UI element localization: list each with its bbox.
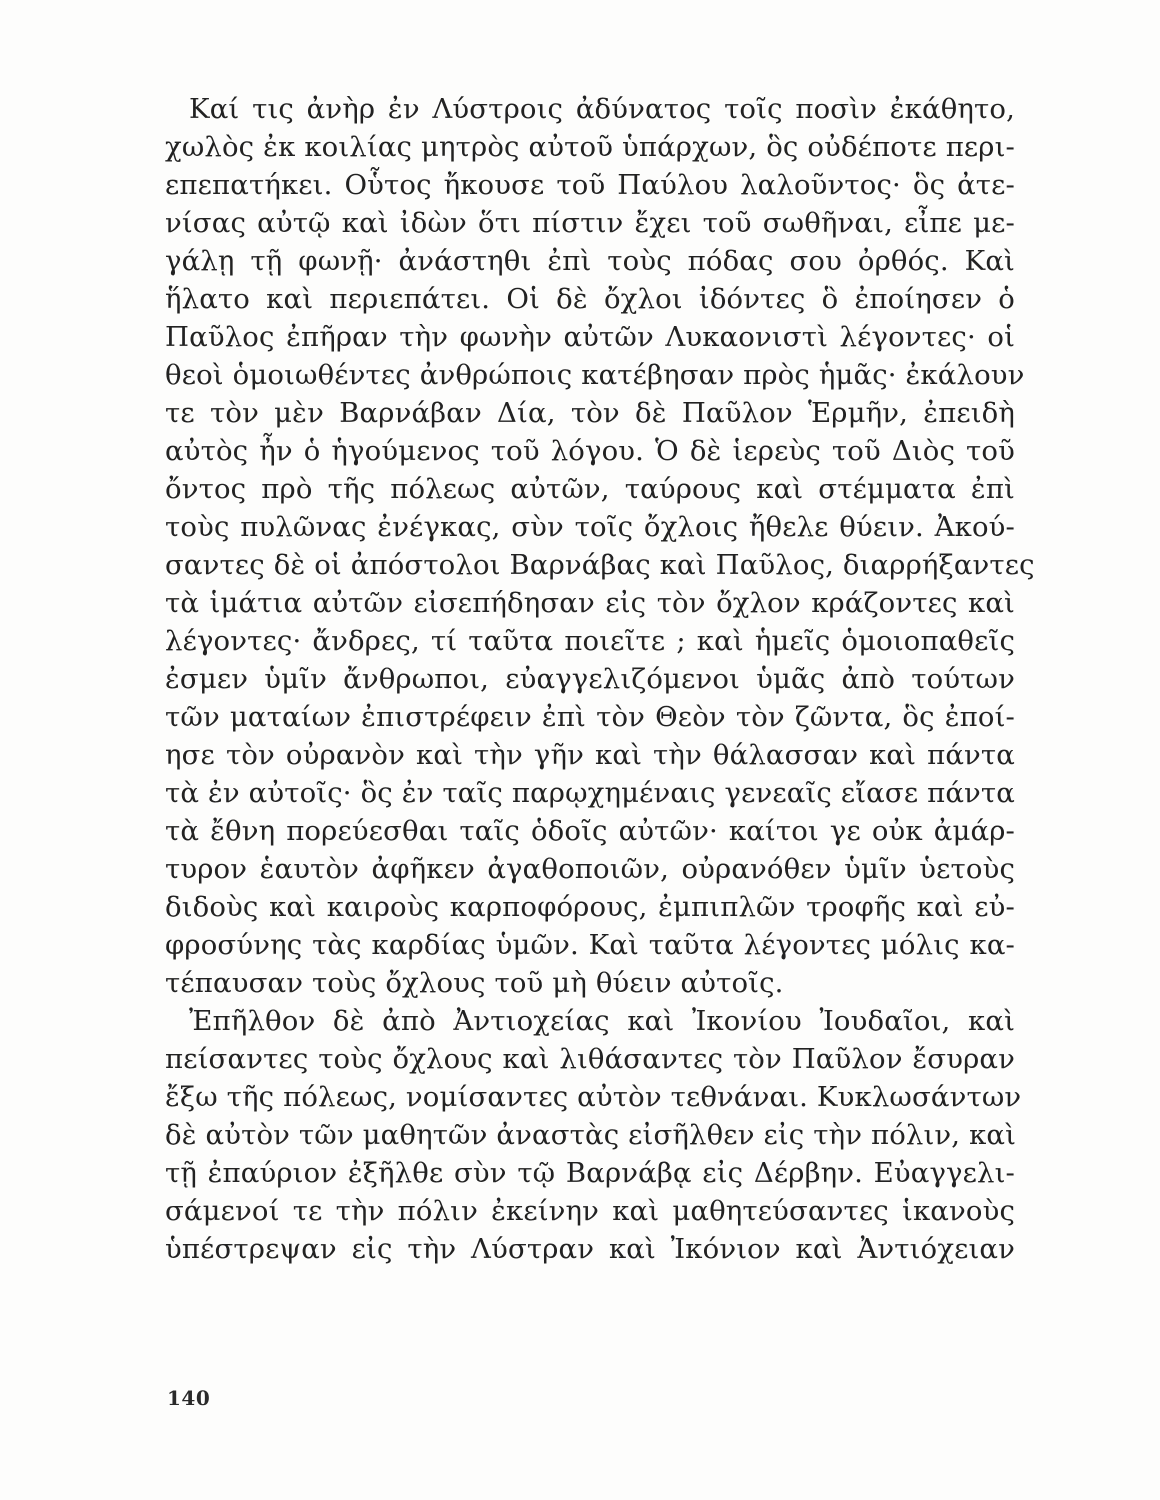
paragraph-2: [165, 1002, 1022, 1268]
text-line: σάμενοί τε τὴν πόλιν ἐκείνην καὶ μαθητεύσαντες ἱκανοὺς: [165, 1195, 1015, 1227]
text-line: λέγοντες· ἄνδρες, τί ταῦτα ποιεῖτε ; καὶ ἡμεῖς ὁμοιοπαθεῖς: [165, 625, 1015, 657]
text-line: πείσαντες τοὺς ὄχλους καὶ λιθάσαντες τὸν Παῦλον ἔσυραν: [165, 1043, 1015, 1075]
text-line: Καί τις ἀνὴρ ἐν Λύστροις ἀδύνατος τοῖς ποσὶν ἐκάθητο,: [189, 93, 1015, 125]
text-line: ὄντος πρὸ τῆς πόλεως αὐτῶν, ταύρους καὶ στέμματα ἐπὶ: [165, 473, 1015, 505]
text-line: επεπατήκει. Οὗτος ἤκουσε τοῦ Παύλου λαλοῦντος· ὃς ἀτε-: [165, 169, 1015, 201]
text-line: ἐσμεν ὑμῖν ἄνθρωποι, εὐαγγελιζόμενοι ὑμᾶς ἀπὸ τούτων: [165, 663, 1015, 695]
text-line: Ἐπῆλθον δὲ ἀπὸ Ἀντιοχείας καὶ Ἰκονίου Ἰουδαῖοι, καὶ: [189, 1005, 1015, 1037]
text-line: τε τὸν μὲν Βαρνάβαν Δία, τὸν δὲ Παῦλον Ἑρμῆν, ἐπειδὴ: [165, 397, 1015, 429]
text-line: νίσας αὐτῷ καὶ ἰδὼν ὅτι πίστιν ἔχει τοῦ σωθῆναι, εἶπε με-: [165, 207, 1015, 239]
text-line: ἔξω τῆς πόλεως, νομίσαντες αὐτὸν τεθνάναι. Κυκλωσάντων: [165, 1081, 1022, 1113]
text-line: τὰ ἐν αὐτοῖς· ὃς ἐν ταῖς παρῳχημέναις γενεαῖς εἴασε πάντα: [165, 777, 1015, 809]
text-line: ὑπέστρεψαν εἰς τὴν Λύστραν καὶ Ἰκόνιον καὶ Ἀντιόχειαν: [165, 1233, 1015, 1265]
paragraph-1: [165, 90, 1035, 1002]
text-line: ἥλατο καὶ περιεπάτει. Οἱ δὲ ὄχλοι ἰδόντες ὃ ἐποίησεν ὁ: [165, 283, 1015, 315]
text-line: σαντες δὲ οἱ ἀπόστολοι Βαρνάβας καὶ Παῦλος, διαρρήξαντες: [165, 549, 1035, 581]
text-line: Παῦλος ἐπῆραν τὴν φωνὴν αὐτῶν Λυκαονιστὶ λέγοντες· οἱ: [165, 321, 1015, 353]
text-line: φροσύνης τὰς καρδίας ὑμῶν. Καὶ ταῦτα λέγοντες μόλις κα-: [165, 929, 1015, 961]
text-line: τῇ ἐπαύριον ἐξῆλθε σὺν τῷ Βαρνάβᾳ εἰς Δέρβην. Εὐαγγελι-: [165, 1157, 1015, 1189]
text-line: δὲ αὐτὸν τῶν μαθητῶν ἀναστὰς εἰσῆλθεν εἰς τὴν πόλιν, καὶ: [165, 1119, 1017, 1151]
text-line: θεοὶ ὁμοιωθέντες ἀνθρώποις κατέβησαν πρὸς ἡμᾶς· ἐκάλουν: [165, 359, 1025, 391]
text-line: αὐτὸς ἦν ὁ ἡγούμενος τοῦ λόγου. Ὁ δὲ ἱερεὺς τοῦ Διὸς τοῦ: [165, 435, 1015, 467]
text-line: γάλῃ τῇ φωνῇ· ἀνάστηθι ἐπὶ τοὺς πόδας σου ὀρθός. Καὶ: [165, 245, 1015, 277]
text-line: χωλὸς ἐκ κοιλίας μητρὸς αὐτοῦ ὑπάρχων, ὃς οὐδέποτε περι-: [165, 131, 1015, 163]
text-line: τοὺς πυλῶνας ἐνέγκας, σὺν τοῖς ὄχλοις ἤθελε θύειν. Ἀκού-: [165, 511, 1015, 543]
text-line: τῶν ματαίων ἐπιστρέφειν ἐπὶ τὸν Θεὸν τὸν ζῶντα, ὃς ἐποί-: [165, 701, 1015, 733]
text-line: τυρον ἑαυτὸν ἀφῆκεν ἀγαθοποιῶν, οὐρανόθεν ὑμῖν ὑετοὺς: [165, 853, 1015, 885]
page-number: 140: [167, 1386, 211, 1410]
text-line: ησε τὸν οὐρανὸν καὶ τὴν γῆν καὶ τὴν θάλασσαν καὶ πάντα: [165, 739, 1015, 771]
text-line: τέπαυσαν τοὺς ὄχλους τοῦ μὴ θύειν αὐτοῖς.: [165, 967, 784, 999]
text-line: τὰ ἱμάτια αὐτῶν εἰσεπήδησαν εἰς τὸν ὄχλον κράζοντες καὶ: [165, 587, 1015, 619]
text-line: τὰ ἔθνη πορεύεσθαι ταῖς ὁδοῖς αὐτῶν· καίτοι γε οὐκ ἀμάρ-: [165, 815, 1015, 847]
body-text: [165, 90, 1035, 1268]
text-line: διδοὺς καὶ καιροὺς καρποφόρους, ἐμπιπλῶν τροφῆς καὶ εὐ-: [165, 891, 1015, 923]
